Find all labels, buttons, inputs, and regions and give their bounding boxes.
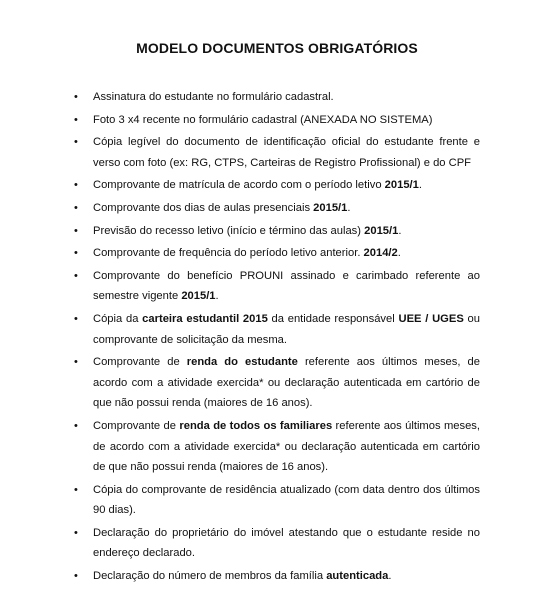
- item-text: Comprovante de matrícula de acordo com o período letivo: [93, 179, 385, 192]
- bullet-icon: •: [74, 113, 78, 126]
- bold-text: renda do estudante: [186, 356, 298, 369]
- item-text: Declaração do proprietário do imóvel atestando que o estudante reside no endereço declarado.: [93, 526, 480, 560]
- bold-text: 2015/1: [313, 201, 348, 214]
- item-text: Foto 3 x4 recente no formulário cadastral (ANEXADA NO SISTEMA): [93, 113, 433, 126]
- item-text: Cópia da: [93, 312, 143, 325]
- list-item: [74, 198, 480, 219]
- list-item: [74, 175, 480, 196]
- bold-text: 2015/1: [181, 290, 216, 303]
- bold-text: renda de todos os familiares: [179, 419, 333, 432]
- bullet-icon: •: [74, 247, 78, 260]
- bold-text: 2014/2: [363, 247, 398, 260]
- item-text: Comprovante de: [93, 356, 187, 369]
- bullet-icon: •: [74, 483, 78, 496]
- item-text: Assinatura do estudante no formulário cadastral.: [93, 91, 334, 103]
- item-text: Comprovante dos dias de aulas presenciais: [93, 201, 314, 214]
- list-item: [74, 243, 480, 264]
- bold-text: autenticada: [326, 570, 389, 583]
- list-item: [74, 352, 480, 414]
- item-text: Previsão do recesso letivo (início e término das aulas): [93, 224, 365, 237]
- bullet-icon: •: [74, 312, 78, 325]
- item-text: referente aos últimos meses, de acordo com a atividade exercida* ou declaração autenticada em cartório de que não possui renda (maiores de 16 anos).: [93, 419, 481, 474]
- item-text: .: [418, 179, 422, 192]
- item-text: Cópia legível do documento de identificação oficial do estudante frente e verso com foto (ex: RG, CTPS, Carteiras de Registro Profissional) e do CPF: [93, 136, 480, 169]
- item-text: Comprovante de: [93, 419, 180, 432]
- list-item: [74, 110, 480, 131]
- item-text: ou comprovante de solicitação da mesma.: [93, 312, 480, 346]
- list-item: [74, 480, 480, 521]
- required-documents-list: [74, 87, 480, 587]
- bold-text: carteira estudantil 2015: [142, 312, 268, 325]
- list-item: [74, 523, 480, 564]
- bold-text: UEE / UGES: [398, 312, 464, 325]
- bullet-icon: •: [74, 224, 78, 237]
- item-text: .: [398, 224, 402, 237]
- item-text: referente aos últimos meses, de acordo com a atividade exercida* ou declaração autenticada em cartório de que não possui renda (maiores de 16 anos).: [93, 356, 480, 410]
- item-text: .: [397, 247, 401, 260]
- list-item: [74, 266, 480, 307]
- list-item: [74, 416, 480, 478]
- bullet-icon: •: [74, 570, 78, 583]
- bullet-icon: •: [74, 91, 78, 103]
- bullet-icon: •: [74, 526, 78, 539]
- list-item: [74, 566, 480, 587]
- bullet-icon: •: [74, 179, 78, 192]
- bullet-icon: •: [74, 356, 78, 369]
- bullet-icon: •: [74, 269, 78, 282]
- item-text: Cópia do comprovante de residência atualizado (com data dentro dos últimos 90 dias).: [93, 483, 480, 517]
- item-text: .: [388, 570, 392, 583]
- item-text: Declaração do número de membros da família: [93, 570, 327, 583]
- list-item: [74, 221, 480, 242]
- list-item: [74, 132, 480, 173]
- list-item: [74, 87, 480, 108]
- list-item: [74, 309, 480, 350]
- item-text: .: [215, 290, 219, 303]
- bold-text: 2015/1: [384, 179, 419, 192]
- bullet-icon: •: [74, 136, 78, 149]
- item-text: Comprovante de frequência do período letivo anterior.: [93, 247, 364, 260]
- item-text: da entidade responsável: [267, 312, 399, 325]
- bold-text: 2015/1: [364, 224, 399, 237]
- bullet-icon: •: [74, 201, 78, 214]
- document-title: MODELO DOCUMENTOS OBRIGATÓRIOS: [136, 40, 418, 56]
- item-text: Comprovante do benefício PROUNI assinado e carimbado referente ao semestre vigente: [93, 269, 480, 303]
- bullet-icon: •: [74, 419, 78, 432]
- item-text: .: [347, 201, 351, 214]
